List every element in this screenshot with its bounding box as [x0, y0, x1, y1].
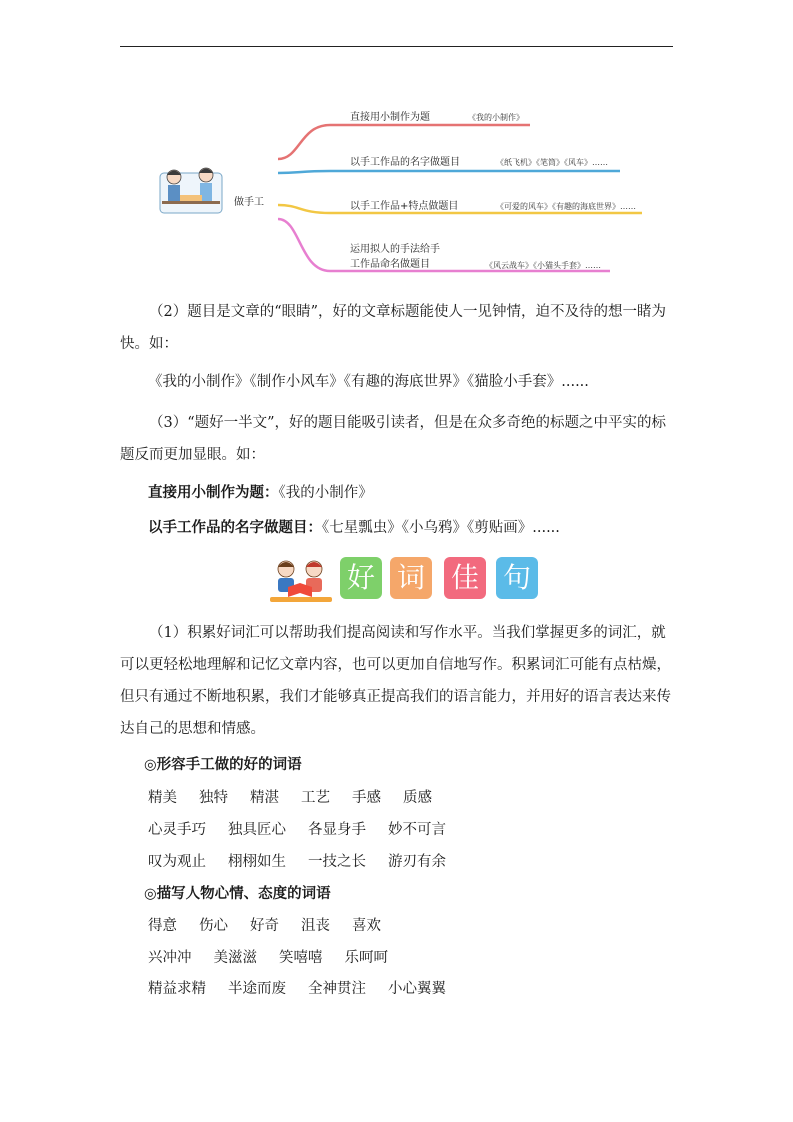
- word: 乐呵呵: [344, 950, 388, 966]
- paragraph-title-eyes: （2）题目是文章的“眼睛”，好的文章标题能使人一见钟情，迫不及待的想一睹为快。如：: [120, 304, 667, 352]
- branch-4-examples: 《风云战车》《小猫头手套》……: [485, 261, 601, 270]
- word: 喜欢: [352, 918, 381, 934]
- branch-1-examples: 《我的小制作》: [468, 113, 524, 122]
- word: 一技之长: [308, 854, 366, 870]
- craft-words-row-1: [148, 786, 454, 807]
- tile-ju: 句: [496, 557, 538, 599]
- word: 精湛: [250, 790, 279, 806]
- word: 得意: [148, 918, 177, 934]
- example-direct-title: [148, 481, 373, 502]
- craft-words-row-2: [148, 818, 468, 839]
- branch-3-label: 以手工作品+特点做题目: [350, 201, 459, 212]
- example-direct-value: 《我的小制作》: [278, 485, 373, 501]
- heading-craft-words: ◎形容手工做的好的词语: [144, 756, 302, 773]
- tile-hao: 好: [340, 557, 382, 599]
- word: 游刃有余: [388, 854, 446, 870]
- word: 精益求精: [148, 981, 206, 997]
- word: 笑嘻嘻: [279, 950, 323, 966]
- word: 全神贯注: [308, 981, 366, 997]
- reading-kids-icon: [268, 557, 334, 603]
- example-name-label: 以手工作品的名字做题目：: [148, 519, 322, 536]
- word: 美滋滋: [213, 950, 257, 966]
- craft-words-row-3: [148, 850, 468, 871]
- example-direct-label: 直接用小制作为题：: [148, 484, 279, 501]
- word: 伤心: [199, 918, 228, 934]
- word: 小心翼翼: [388, 981, 446, 997]
- heading-mood-words: ◎描写人物心情、态度的词语: [144, 885, 331, 902]
- mood-words-row-2: [148, 946, 410, 967]
- tile-jia: 佳: [444, 557, 486, 599]
- word: 好奇: [250, 918, 279, 934]
- branch-2-examples: 《纸飞机》《笔筒》《风车》……: [496, 158, 608, 167]
- mind-map-center: 做手工: [234, 197, 264, 208]
- header-rule: [120, 46, 673, 47]
- word: 沮丧: [301, 918, 330, 934]
- word: 质感: [403, 790, 432, 806]
- word: 栩栩如生: [228, 854, 286, 870]
- mood-words-row-3: [148, 977, 468, 998]
- mood-words-row-1: [148, 914, 403, 935]
- word: 半途而废: [228, 981, 286, 997]
- word: 独特: [199, 790, 228, 806]
- branch-4-label: 运用拟人的手法给手: [350, 244, 440, 255]
- word: 兴冲冲: [148, 950, 192, 966]
- kids-crafting-illustration: [160, 168, 222, 213]
- branch-2-label: 以手工作品的名字做题目: [350, 157, 460, 168]
- branch-3-examples: 《可爱的风车》《有趣的海底世界》……: [496, 202, 636, 211]
- mind-map: [150, 95, 670, 285]
- example-name-title: [148, 516, 560, 537]
- word: 妙不可言: [388, 822, 446, 838]
- branch-1-label: 直接用小制作为题: [350, 112, 430, 123]
- example-name-value: 《七星瓢虫》《小乌鸦》《剪贴画》......: [322, 520, 560, 536]
- word: 心灵手巧: [148, 822, 206, 838]
- word: 各显身手: [308, 822, 366, 838]
- word: 工艺: [301, 790, 330, 806]
- word: 手感: [352, 790, 381, 806]
- title-examples-line: 《我的小制作》《制作小风车》《有趣的海底世界》《猫脸小手套》......: [148, 374, 589, 390]
- paragraph-good-title: （3）“题好一半文”，好的题目能吸引读者，但是在众多奇绝的标题之中平实的标题反而更加显眼。如：: [120, 415, 667, 463]
- word: 精美: [148, 790, 177, 806]
- tile-ci: 词: [390, 557, 432, 599]
- word: 独具匠心: [228, 822, 286, 838]
- word: 叹为观止: [148, 854, 206, 870]
- paragraph-vocabulary: （1）积累好词汇可以帮助我们提高阅读和写作水平。当我们掌握更多的词汇，就可以更轻松地理解和记忆文章内容，也可以更加自信地写作。积累词汇可能有点枯燥，但只有通过不断地积累，我们才能够真正提高我们的语言能力，并用好的语言表达来传达自己的思想和情感。: [120, 625, 671, 737]
- branch-4-label-line2: 工作品命名做题目: [350, 259, 430, 270]
